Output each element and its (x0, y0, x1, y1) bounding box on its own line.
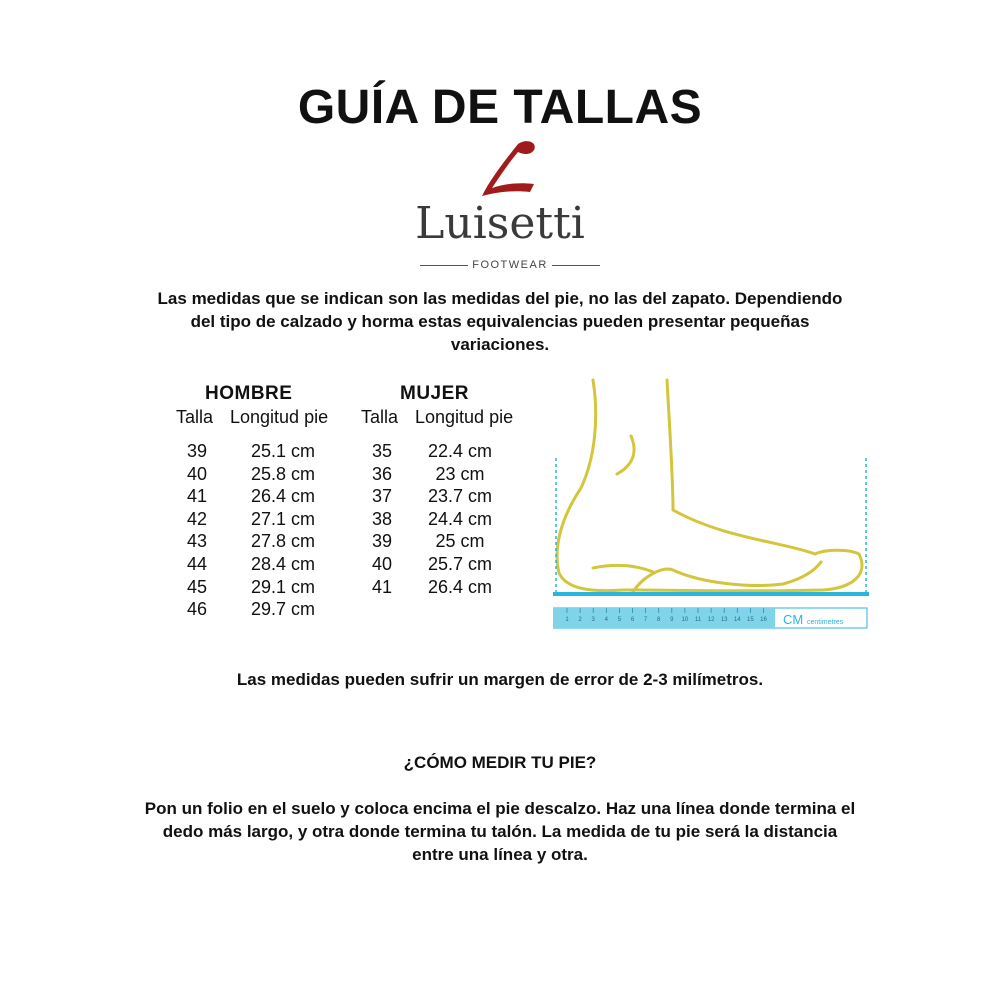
mujer-row-talla: 37 (372, 486, 393, 507)
hombre-row-longitud: 28.4 cm (250, 554, 316, 574)
ruler-tick-label: 4 (604, 617, 608, 623)
mujer-row-longitud: 23 cm (435, 463, 485, 484)
hombre-row-talla: 39 (187, 441, 208, 461)
hombre-row-talla: 42 (187, 508, 208, 529)
mujer-row-longitud: 24.4 cm (427, 508, 493, 529)
foot-measure-illustration (553, 378, 869, 630)
mujer-row-longitud: 22.4 cm (427, 441, 493, 461)
ruler-tick-label: 16 (760, 617, 767, 623)
ruler-unit: CM (783, 612, 804, 627)
hombre-row-longitud: 27.8 cm (250, 531, 316, 552)
howto-title: ¿CÓMO MEDIR TU PIE? (403, 753, 597, 772)
ruler-tick-label: 1 (565, 617, 569, 623)
ruler-unit-label: centimetres (807, 619, 844, 626)
mujer-row-longitud: 25.7 cm (427, 554, 493, 574)
ruler-tick-label: 6 (630, 617, 635, 623)
hombre-row-talla: 40 (187, 463, 208, 484)
ruler-tick-label: 8 (657, 617, 661, 623)
hombre-row-longitud: 25.1 cm (250, 441, 316, 461)
hombre-row-longitud: 27.1 cm (250, 508, 316, 529)
mujer-title: MUJER (400, 383, 470, 404)
ruler-tick-label: 13 (720, 617, 728, 623)
mujer-row-talla: 35 (372, 441, 393, 461)
hombre-row-longitud: 29.7 cm (250, 599, 316, 620)
hombre-row-longitud: 26.4 cm (250, 486, 316, 507)
ruler-tick-label: 14 (733, 617, 741, 623)
howto-text: Pon un folio en el suelo y coloca encima el pie descalzo. Haz una línea donde termina el dedo más largo, y otra donde termina tu talón. La medida de tu pie será la distancia entre una línea y otra. (144, 799, 856, 864)
hombre-row-talla: 45 (187, 576, 208, 597)
mujer-col-talla: Talla (361, 407, 399, 427)
hombre-col-talla: Talla (176, 407, 214, 427)
hombre-col-longitud: Longitud pie (230, 407, 329, 427)
mujer-row-longitud: 26.4 cm (427, 576, 493, 597)
ruler-tick-label: 7 (643, 617, 648, 623)
mujer-row-talla: 38 (372, 508, 393, 529)
hombre-row-talla: 44 (187, 554, 208, 574)
mujer-row-longitud: 23.7 cm (427, 486, 493, 507)
ruler-tick-label: 10 (681, 617, 689, 623)
ruler-tick-label: 3 (591, 617, 595, 623)
mujer-col-longitud: Longitud pie (415, 407, 514, 427)
brand-subtitle-text: FOOTWEAR (472, 259, 548, 271)
margin-note: Las medidas pueden sufrir un margen de error de 2-3 milímetros. (236, 670, 764, 689)
mujer-row-talla: 39 (372, 531, 393, 552)
hombre-row-longitud: 25.8 cm (250, 463, 316, 484)
mujer-row-talla: 41 (372, 576, 393, 597)
mujer-row-talla: 40 (372, 554, 393, 574)
intro-text: Las medidas que se indican son las medidas del pie, no las del zapato. Dependiendo del tipo de calzado y horma estas equivalencias pueden presentar pequeñas variaciones. (157, 289, 843, 354)
brand-subtitle (420, 258, 600, 272)
mujer-row-talla: 36 (372, 463, 393, 484)
hombre-title: HOMBRE (205, 383, 293, 404)
hombre-row-talla: 41 (187, 486, 208, 507)
brand-logo-icon (478, 140, 544, 198)
hombre-row-longitud: 29.1 cm (250, 576, 316, 597)
ruler-tick-label: 11 (694, 617, 702, 623)
brand-name: Luisetti (415, 198, 585, 249)
foot-outline-icon (557, 380, 862, 592)
ruler-tick-label: 5 (617, 617, 622, 623)
mujer-row-longitud: 25 cm (435, 531, 485, 552)
ruler-tick-label: 9 (670, 617, 674, 623)
ruler-tick-label: 12 (707, 617, 715, 623)
ruler-tick-label: 2 (578, 617, 582, 623)
hombre-row-talla: 43 (187, 531, 208, 552)
page-title: GUÍA DE TALLAS (297, 81, 703, 134)
ruler-tick-label: 15 (747, 617, 754, 623)
hombre-row-talla: 46 (187, 599, 208, 620)
